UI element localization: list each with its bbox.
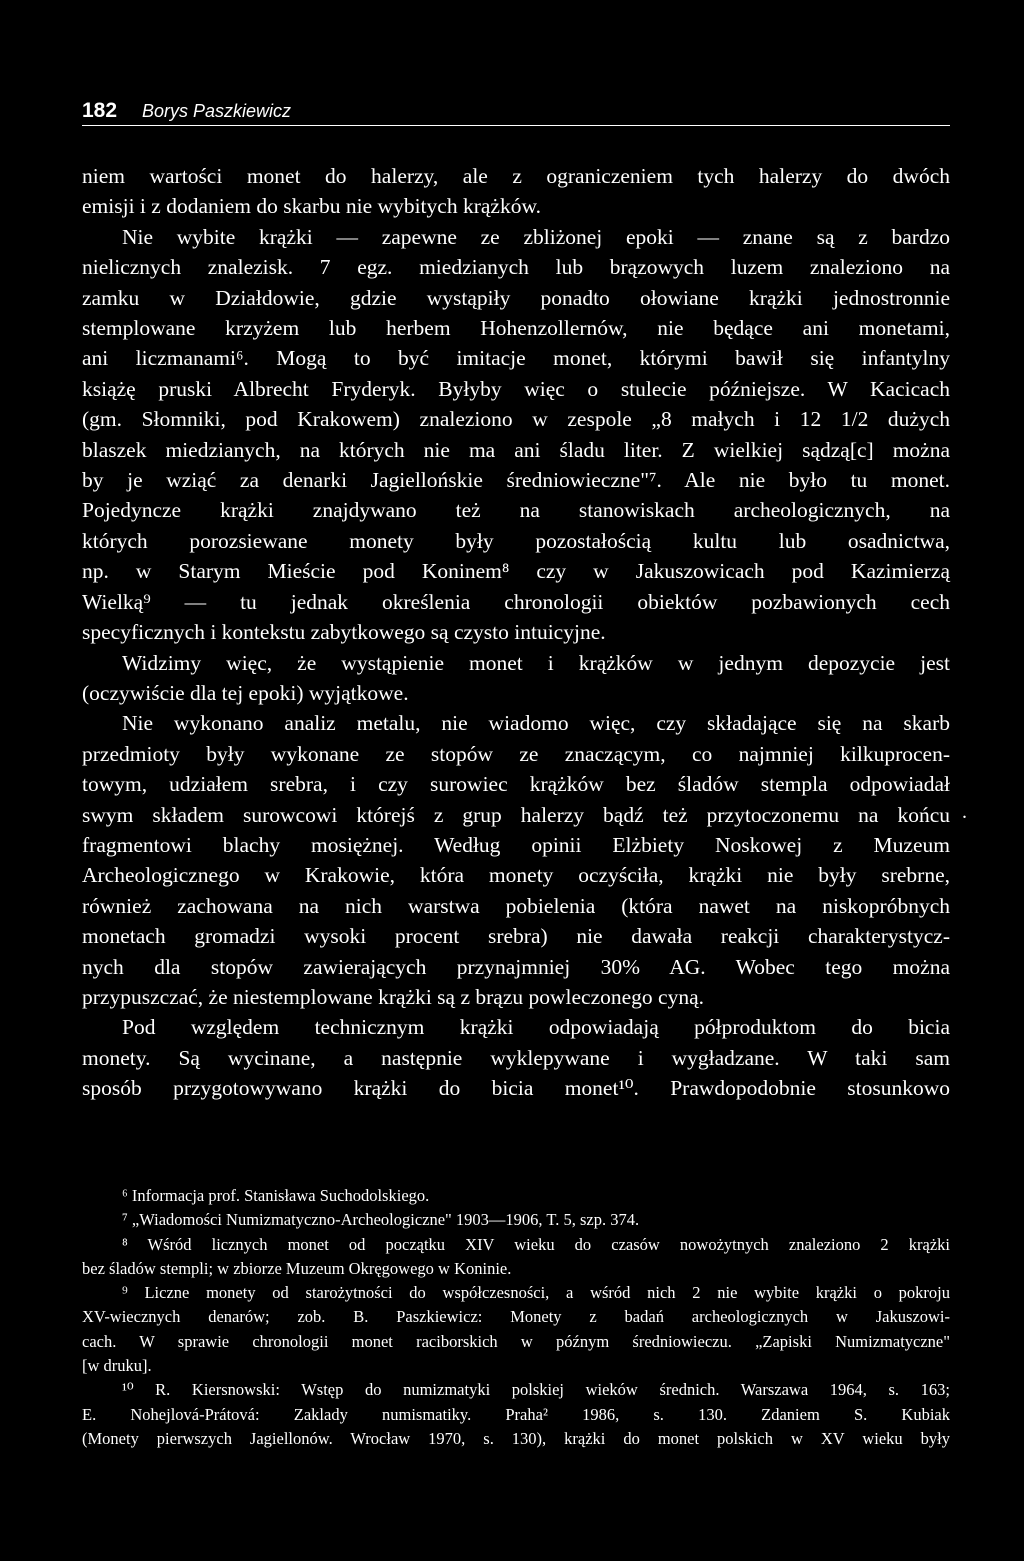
body-line: towym, udziałem srebra, i czy surowiec krążków bez śladów stempla odpowiadał bbox=[82, 772, 950, 797]
body-line: nielicznych znalezisk. 7 egz. miedzianych lub brązowych luzem znaleziono na bbox=[82, 255, 950, 280]
footnote-line: ⁷ „Wiadomości Numizmatyczno-Archeologiczne" 1903—1906, T. 5, szp. 374. bbox=[122, 1210, 640, 1230]
body-line: emisji i z dodaniem do skarbu nie wybitych krążków. bbox=[82, 194, 541, 219]
footnote-line: XV-wiecznych denarów; zob. B. Paszkiewicz: Monety z badań archeologicznych w Jakuszowi- bbox=[82, 1307, 950, 1327]
body-line: stemplowane krzyżem lub herbem Hohenzollernów, nie będące ani monetami, bbox=[82, 316, 950, 341]
body-line: Archeologicznego w Krakowie, która monety oczyściła, krążki nie były srebrne, bbox=[82, 863, 950, 888]
body-line: Widzimy więc, że wystąpienie monet i krążków w jednym depozycie jest bbox=[122, 650, 950, 675]
body-line: przedmioty były wykonane ze stopów ze znaczącym, co najmniej kilkuprocen- bbox=[82, 741, 950, 766]
stray-mark: . bbox=[962, 801, 967, 823]
footnote-line: ⁸ Wśród licznych monet od początku XIV wieku do czasów nowożytnych znaleziono 2 krążki bbox=[122, 1234, 950, 1254]
body-line: specyficznych i kontekstu zabytkowego są czysto intuicyjne. bbox=[82, 620, 606, 645]
footnote-line: ⁹ Liczne monety od starożytności do współczesności, a wśród nich 2 nie wybite krążki o pokroju bbox=[122, 1283, 950, 1303]
footnote-line: (Monety pierwszych Jagiellonów. Wrocław 1970, s. 130), krążki do monet polskich w XV wieku były bbox=[82, 1428, 950, 1448]
body-line: swym składem surowcowi którejś z grup halerzy bądź też przytoczonemu na końcu bbox=[82, 802, 950, 827]
body-line: Nie wykonano analiz metalu, nie wiadomo więc, czy składające się na skarb bbox=[122, 711, 950, 736]
body-line: Nie wybite krążki — zapewne ze zbliżonej epoki — znane są z bardzo bbox=[122, 224, 950, 249]
footnote-line: ⁶ Informacja prof. Stanisława Suchodolskiego. bbox=[122, 1186, 430, 1205]
body-line: niem wartości monet do halerzy, ale z ograniczeniem tych halerzy do dwóch bbox=[82, 164, 950, 188]
body-line: sposób przygotowywano krążki do bicia monet¹⁰. Prawdopodobnie stosunkowo bbox=[82, 1076, 950, 1101]
body-line: np. w Starym Mieście pod Koninem⁸ czy w Jakuszowicach pod Kazimierzą bbox=[82, 559, 950, 584]
body-line: książę pruski Albrecht Fryderyk. Byłyby więc o stulecie późniejsze. W Kacicach bbox=[82, 376, 950, 401]
body-line: Wielką⁹ — tu jednak określenia chronologii obiektów pozbawionych cech bbox=[82, 589, 950, 614]
body-line: (gm. Słomniki, pod Krakowem) znaleziono w zespole „8 małych i 12 1/2 dużych bbox=[82, 407, 950, 432]
footnote-line: bez śladów stempli; w zbiorze Muzeum Okręgowego w Koninie. bbox=[82, 1258, 512, 1278]
body-line: przypuszczać, że niestemplowane krążki są z brązu powleczonego cyną. bbox=[82, 984, 704, 1009]
body-text bbox=[82, 161, 950, 1104]
footnote-line: ¹⁰ R. Kiersnowski: Wstęp do numizmatyki polskiej wieków średnich. Warszawa 1964, s. 163; bbox=[122, 1380, 950, 1400]
body-line: ani liczmanami⁶. Mogą to być imitacje monet, którymi bawił się infantylny bbox=[82, 346, 950, 371]
body-line: zamku w Działdowie, gdzie wystąpiły ponadto ołowiane krążki jednostronnie bbox=[82, 285, 950, 310]
body-line: fragmentowi blachy mosiężnej. Według opinii Elżbiety Noskowej z Muzeum bbox=[82, 832, 950, 857]
body-line: (oczywiście dla tej epoki) wyjątkowe. bbox=[82, 680, 409, 705]
page-number: 182 bbox=[82, 99, 118, 122]
body-line: blaszek miedzianych, na których nie ma ani śladu liter. Z wielkiej sądzą[c] można bbox=[82, 437, 950, 462]
footnote-line: cach. W sprawie chronologii monet raciborskich w późnym średniowieczu. „Zapiski Numizmatyczne" bbox=[82, 1331, 950, 1351]
footnote-line: [w druku]. bbox=[82, 1356, 152, 1376]
body-line: nych dla stopów zawierających przynajmniej 30% AG. Wobec tego można bbox=[82, 954, 950, 979]
page-header bbox=[82, 99, 950, 126]
body-line: monety. Są wycinane, a następnie wyklepywane i wygładzane. W taki sam bbox=[82, 1045, 950, 1070]
footnote-line: E. Nohejlová-Prátová: Zaklady numismatiky. Praha² 1986, s. 130. Zdaniem S. Kubiak bbox=[82, 1404, 950, 1424]
body-line: Pojedyncze krążki znajdywano też na stanowiskach archeologicznych, na bbox=[82, 498, 950, 523]
body-line: również zachowana na nich warstwa pobielenia (która nawet na niskopróbnych bbox=[82, 893, 950, 918]
footnotes bbox=[82, 1184, 950, 1451]
running-head-author: Borys Paszkiewicz bbox=[142, 101, 292, 121]
body-line: by je wziąć za denarki Jagiellońskie średniowieczne"⁷. Ale nie było tu monet. bbox=[82, 468, 950, 493]
body-line: monetach gromadzi wysoki procent srebra) nie dawała reakcji charakterystycz- bbox=[82, 924, 950, 949]
body-line: Pod względem technicznym krążki odpowiadają półproduktom do bicia bbox=[122, 1015, 950, 1040]
body-line: których porozsiewane monety były pozostałością kultu lub osadnictwa, bbox=[82, 528, 950, 553]
